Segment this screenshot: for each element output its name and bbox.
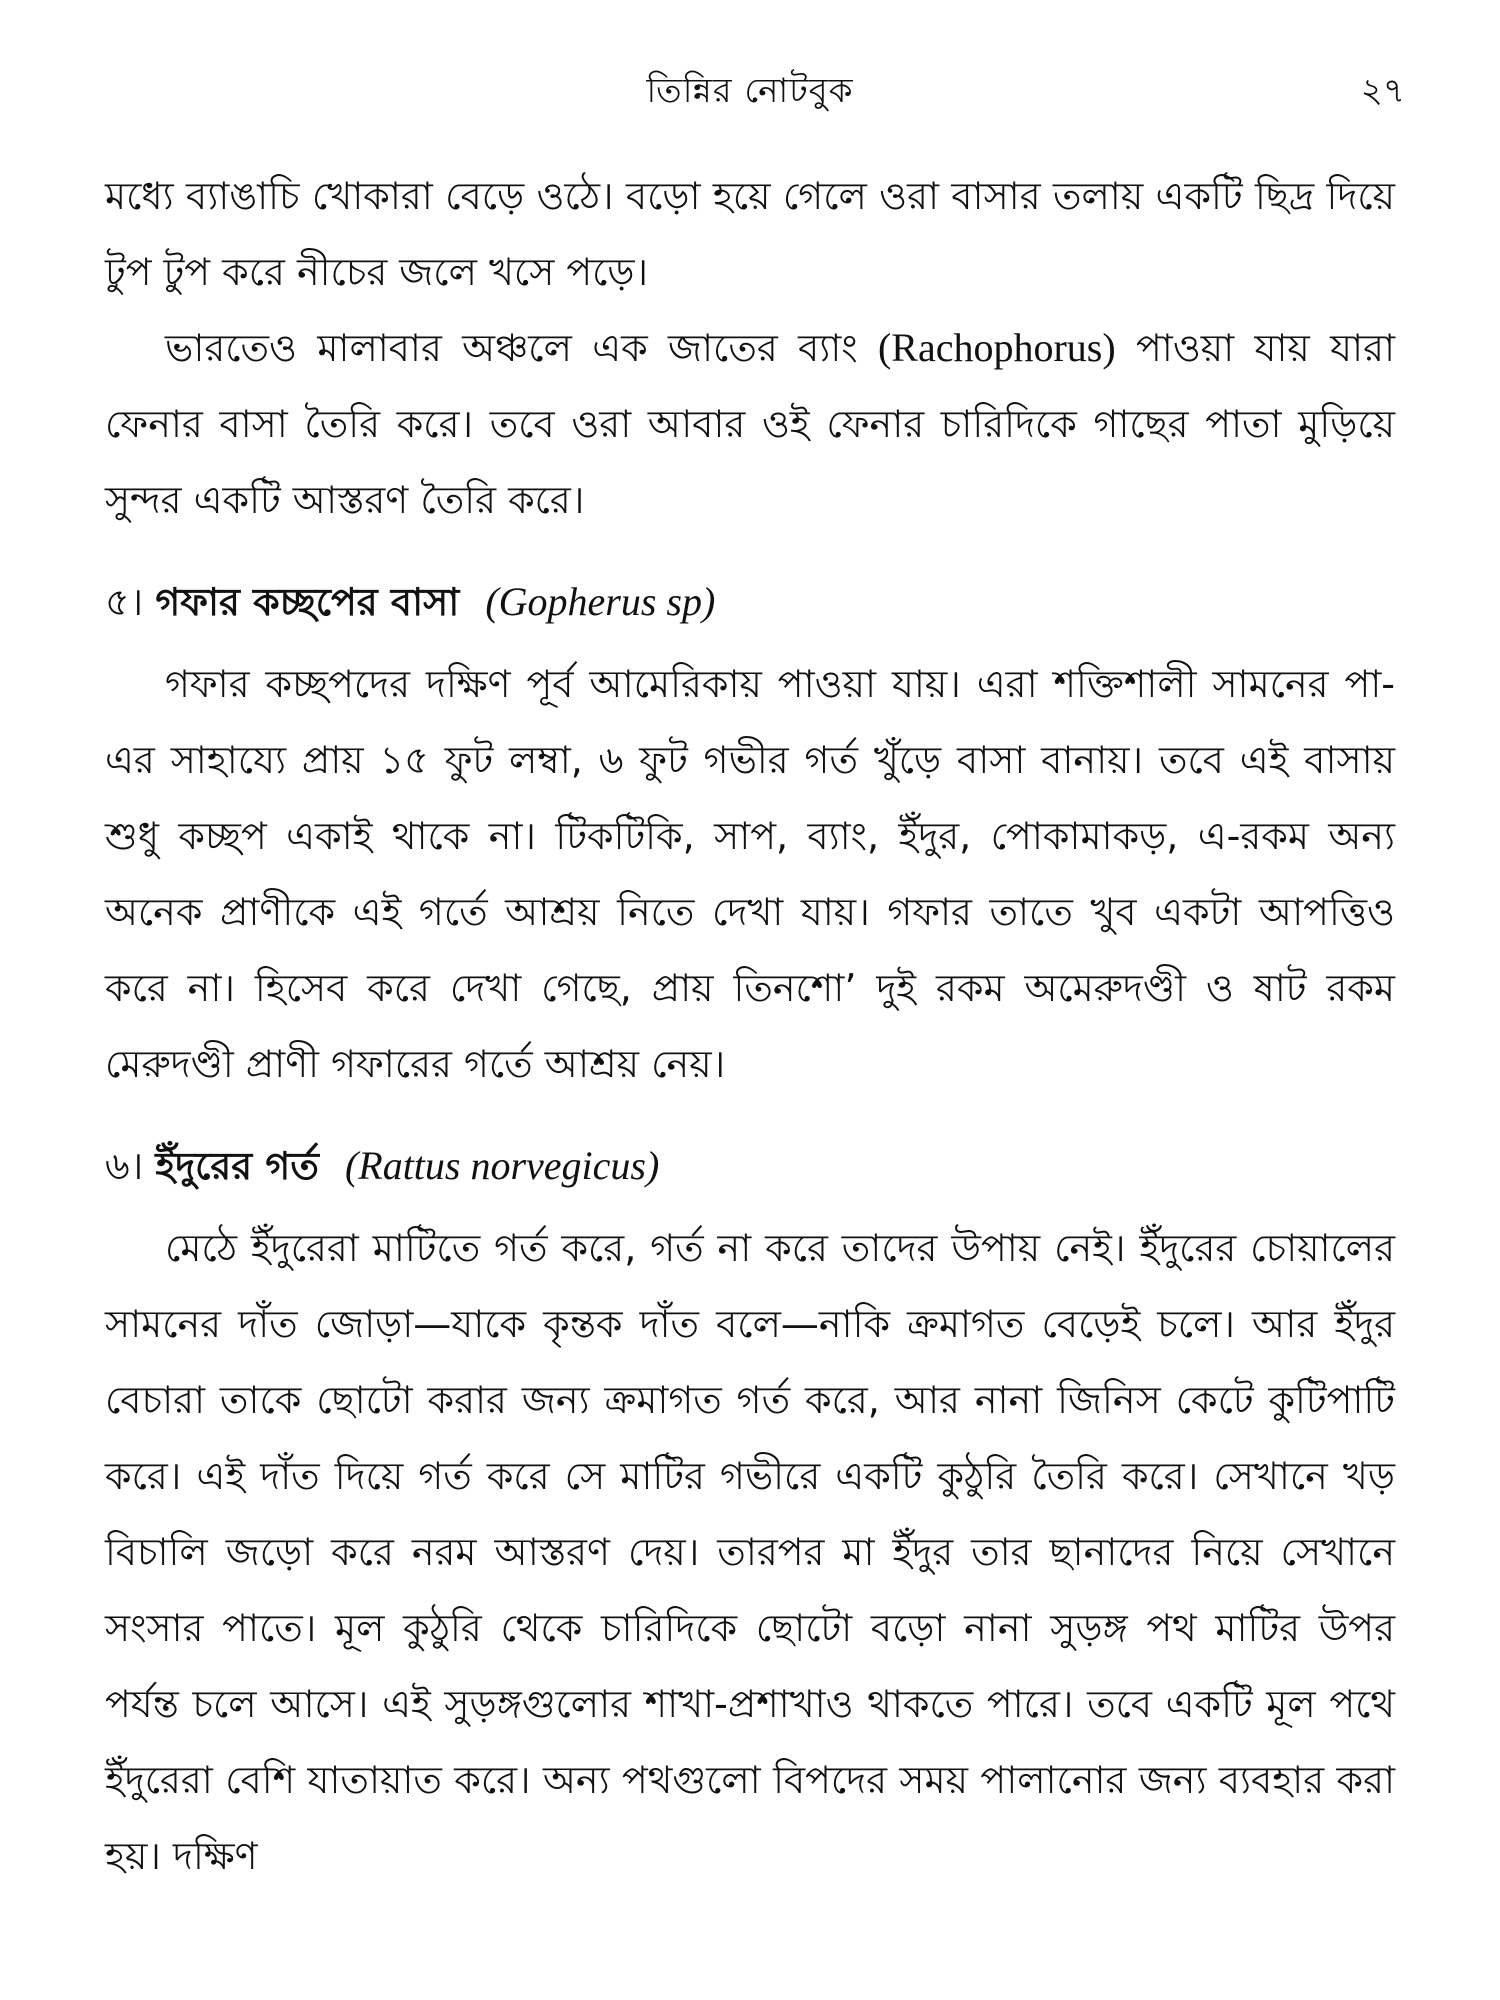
section-heading-6	[105, 1136, 1395, 1196]
section-title: ইঁদুরের গর্ত	[155, 1144, 319, 1188]
paragraph-rat-burrow: মেঠে ইঁদুরেরা মাটিতে গর্ত করে, গর্ত না করে তাদের উপায় নেই। ইঁদুরের চোয়ালের সামনের দাঁত জোড়া—যাকে কৃন্তক দাঁত বলে—নাকি ক্রমাগত বেড়েই চলে। আর ইঁদুর বেচারা তাকে ছোটো করার জন্য ক্রমাগত গর্ত করে, আর নানা জিনিস কেটে কুটিপাটি করে। এই দাঁত দিয়ে গর্ত করে সে মাটির গভীরে একটি কুঠুরি তৈরি করে। সেখানে খড় বিচালি জড়ো করে নরম আস্তরণ দেয়। তারপর মা ইঁদুর তার ছানাদের নিয়ে সেখানে সংসার পাতে। মূল কুঠুরি থেকে চারিদিকে ছোটো বড়ো নানা সুড়ঙ্গ পথ মাটির উপর পর্যন্ত চলে আসে। এই সুড়ঙ্গগুলোর শাখা-প্রশাখাও থাকতে পারে। তবে একটি মূল পথে ইঁদুরেরা বেশি যাতায়াত করে। অন্য পথগুলো বিপদের সময় পালানোর জন্য ব্যবহার করা হয়। দক্ষিণ	[105, 1226, 1395, 1878]
running-header	[0, 55, 1500, 115]
page-number: ২৭	[1360, 71, 1405, 111]
section-number: ৬।	[105, 1144, 144, 1188]
latin-name: (Gopherus sp)	[485, 579, 716, 624]
paragraph-gopher-tortoise: গফার কচ্ছপদের দক্ষিণ পূর্ব আমেরিকায় পাওয়া যায়। এরা শক্তিশালী সামনের পা-এর সাহায্যে প্রায় ১৫ ফুট লম্বা, ৬ ফুট গভীর গর্ত খুঁড়ে বাসা বানায়। তবে এই বাসায় শুধু কচ্ছপ একাই থাকে না। টিকটিকি, সাপ, ব্যাং, ইঁদুর, পোকামাকড়, এ-রকম অন্য অনেক প্রাণীকে এই গর্তে আশ্রয় নিতে দেখা যায়। গফার তাতে খুব একটা আপত্তিও করে না। হিসেব করে দেখা গেছে, প্রায় তিনশো’ দুই রকম অমেরুদণ্ডী ও ষাট রকম মেরুদণ্ডী প্রাণী গফারের গর্তে আশ্রয় নেয়।	[105, 662, 1395, 1086]
paragraph-malabar-frog	[105, 310, 1395, 538]
paragraph-continuation: মধ্যে ব্যাঙাচি খোকারা বেড়ে ওঠে। বড়ো হয়ে গেলে ওরা বাসার তলায় একটি ছিদ্র দিয়ে টুপ টুপ করে নীচের জলে খসে পড়ে।	[105, 174, 1395, 294]
book-title: তিন্নির নোটবুক	[646, 71, 854, 111]
paragraph-text: ভারতেও মালাবার অঞ্চলে এক জাতের ব্যাং	[165, 326, 878, 370]
section-heading-5	[105, 572, 1395, 632]
latin-name: (Rachophorus)	[877, 325, 1116, 370]
page-body	[105, 158, 1395, 1894]
latin-name: (Rattus norvegicus)	[344, 1143, 660, 1188]
paragraph-text: পাওয়া যায় যারা ফেনার বাসা তৈরি করে। তবে ওরা আবার ওই ফেনার চারিদিকে গাছের পাতা মুড়িয়ে সুন্দর একটি আস্তরণ তৈরি করে।	[105, 326, 1395, 522]
section-title: গফার কচ্ছপের বাসা	[155, 580, 460, 624]
section-number: ৫।	[105, 580, 144, 624]
